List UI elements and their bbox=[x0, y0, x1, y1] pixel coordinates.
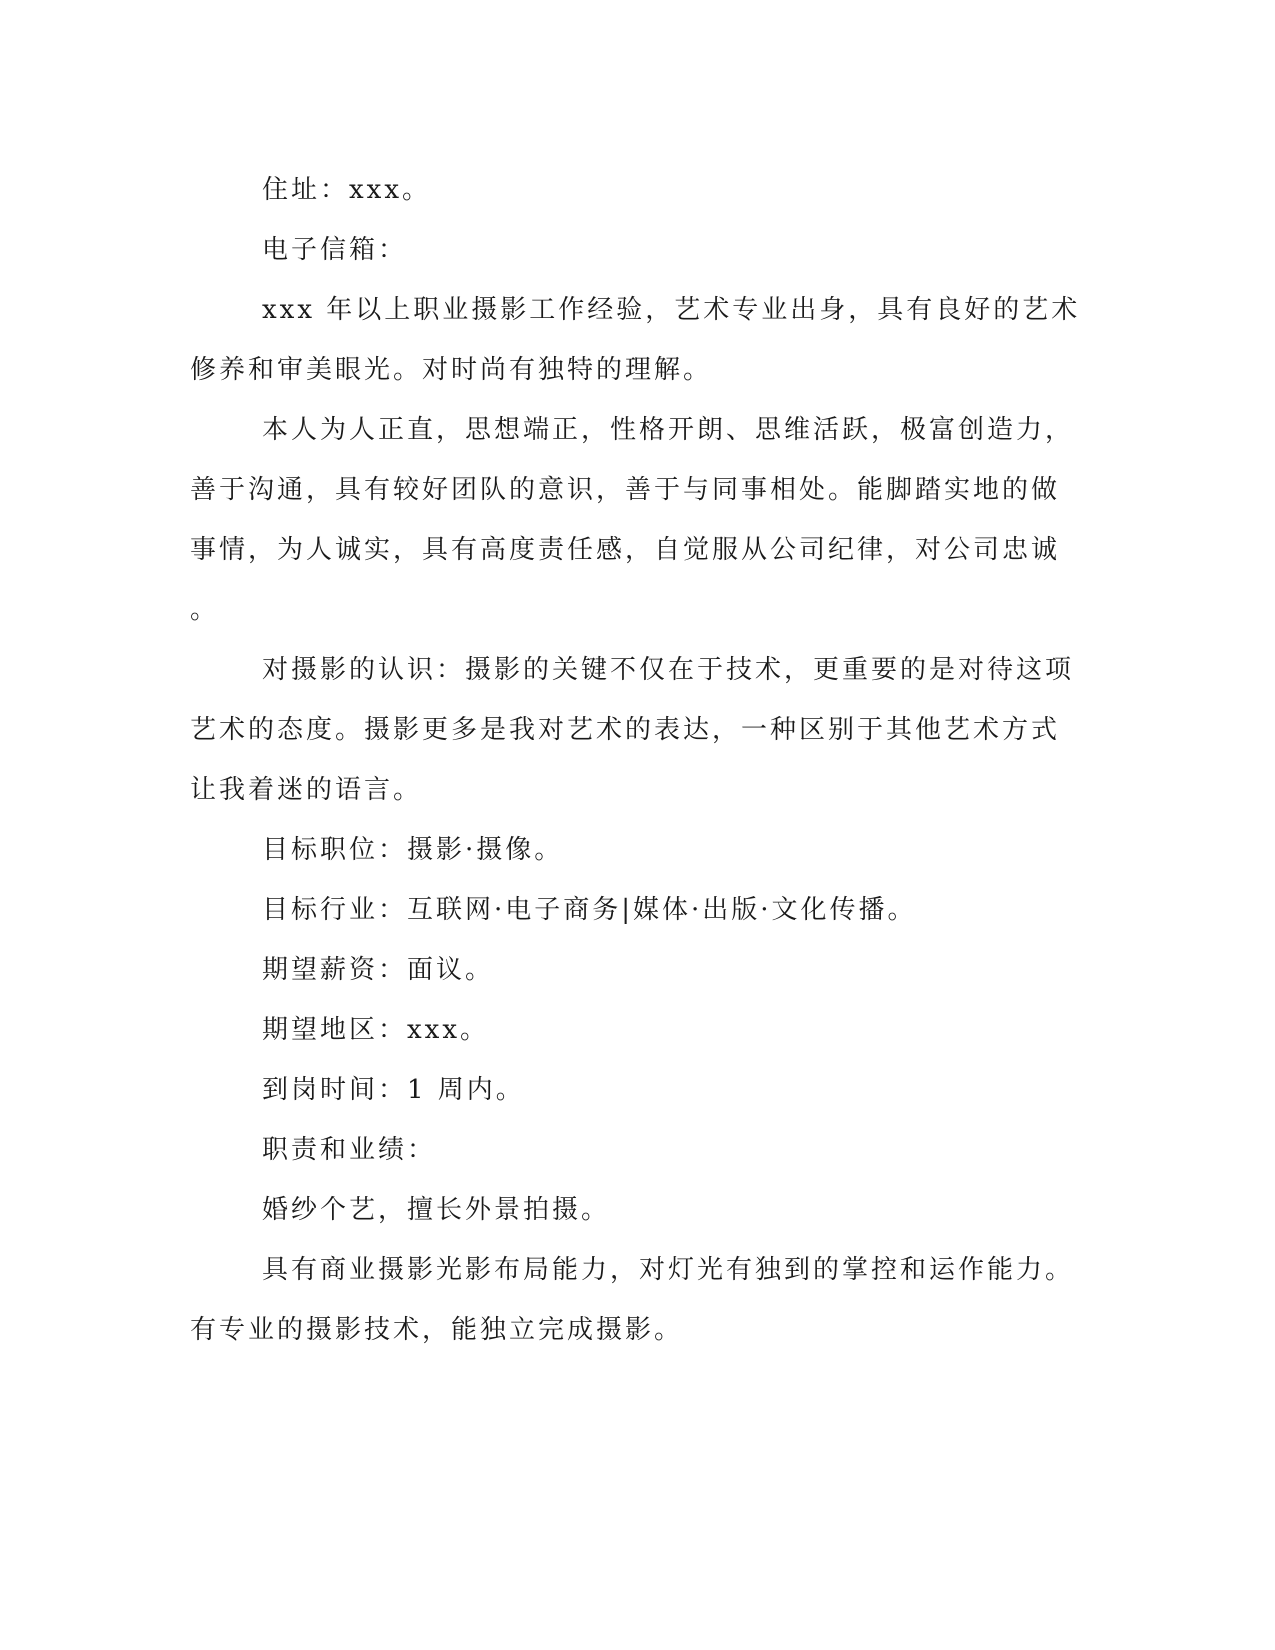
self-line-3: 事情，为人诚实，具有高度责任感，自觉服从公司纪律，对公司忠诚 bbox=[190, 535, 1061, 565]
self-line-4: 。 bbox=[190, 595, 220, 625]
photography-line-2: 艺术的态度。摄影更多是我对艺术的表达，一种区别于其他艺术方式 bbox=[190, 715, 1061, 745]
duty-2-line-2: 有专业的摄影技术，能独立完成摄影。 bbox=[190, 1315, 684, 1345]
expected-salary-line: 期望薪资：面议。 bbox=[262, 955, 495, 985]
duties-heading: 职责和业绩： bbox=[262, 1135, 437, 1165]
duty-paragraph-2 bbox=[190, 1240, 1090, 1360]
address-line: 住址：xxx。 bbox=[262, 175, 431, 205]
duty-line-1: 婚纱个艺，擅长外景拍摄。 bbox=[262, 1195, 611, 1225]
duty-2-line-1: 具有商业摄影光影布局能力，对灯光有独到的掌控和运作能力。 bbox=[262, 1255, 1075, 1285]
start-time-line: 到岗时间：1 周内。 bbox=[262, 1075, 525, 1105]
photography-paragraph bbox=[190, 640, 1090, 820]
photography-line-1: 对摄影的认识：摄影的关键不仅在于技术，更重要的是对待这项 bbox=[262, 655, 1075, 685]
self-description-paragraph bbox=[190, 400, 1090, 640]
photography-line-3: 让我着迷的语言。 bbox=[190, 775, 423, 805]
target-position-line: 目标职位：摄影·摄像。 bbox=[262, 835, 564, 865]
experience-line-1: xxx 年以上职业摄影工作经验，艺术专业出身，具有良好的艺术 bbox=[262, 295, 1081, 325]
document-body bbox=[190, 160, 1090, 1360]
experience-line-2: 修养和审美眼光。对时尚有独特的理解。 bbox=[190, 355, 713, 385]
expected-region-line: 期望地区：xxx。 bbox=[262, 1015, 489, 1045]
self-line-1: 本人为人正直，思想端正，性格开朗、思维活跃，极富创造力， bbox=[262, 415, 1075, 445]
self-line-2: 善于沟通，具有较好团队的意识，善于与同事相处。能脚踏实地的做 bbox=[190, 475, 1061, 505]
experience-paragraph bbox=[190, 280, 1090, 400]
target-industry-line: 目标行业：互联网·电子商务|媒体·出版·文化传播。 bbox=[262, 895, 917, 925]
email-line: 电子信箱： bbox=[262, 235, 408, 265]
